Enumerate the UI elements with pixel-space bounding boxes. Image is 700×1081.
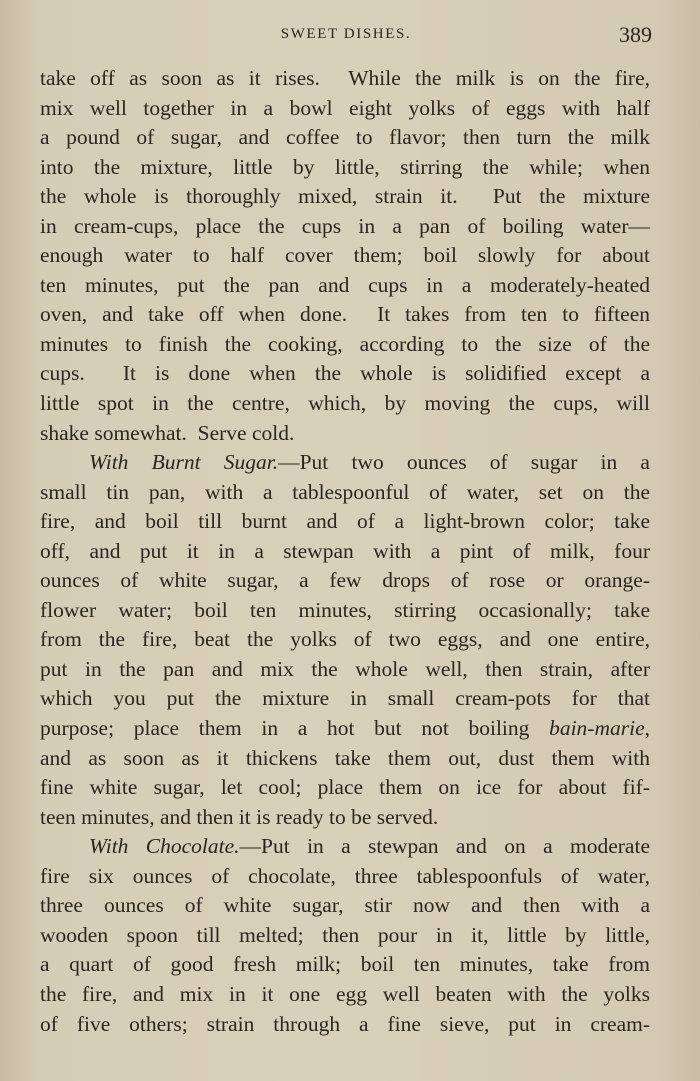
running-title: SWEET DISHES. — [280, 26, 412, 42]
text-line: fire, and boil till burnt and of a light-brown color; take — [40, 509, 650, 534]
text-line: a pound of sugar, and coffee to flavor; then turn the milk — [40, 125, 650, 150]
text-line: take off as soon as it rises. While the milk is on the fire, — [40, 66, 650, 90]
text-line: ounces of white sugar, a few drops of rose or orange- — [40, 568, 650, 593]
text-line: With Burnt Sugar.—Put two ounces of sugar in a — [89, 450, 650, 475]
body-text — [40, 64, 650, 1039]
text-line: the fire, and mix in it one egg well beaten with the yolks — [40, 981, 650, 1006]
text-line: put in the pan and mix the whole well, then strain, after — [40, 656, 650, 681]
text-line: off, and put it in a stewpan with a pint of milk, four — [40, 538, 650, 563]
text-line: teen minutes, and then it is ready to be served. — [40, 804, 439, 829]
text-line: With Chocolate.—Put in a stewpan and on a moderate — [89, 834, 650, 859]
text-line: ten minutes, put the pan and cups in a moderately-heated — [40, 272, 650, 297]
text-line: a quart of good fresh milk; boil ten minutes, take from — [40, 952, 650, 977]
text-line: the whole is thoroughly mixed, strain it. Put the mixture — [40, 184, 650, 209]
text-line: purpose; place them in a hot but not boiling bain-marie, — [40, 716, 650, 741]
text-line: minutes to finish the cooking, according to the size of the — [40, 331, 650, 356]
italic-term: bain-marie — [549, 716, 645, 741]
text-line: and as soon as it thickens take them out, dust them with — [40, 745, 650, 770]
subheading-chocolate: With Chocolate. — [89, 834, 240, 859]
text-line: flower water; boil ten minutes, stirring occasionally; take — [40, 597, 650, 622]
text-line: wooden spoon till melted; then pour in it, little by little, — [40, 922, 650, 947]
text-line: which you put the mixture in small cream-pots for that — [40, 686, 650, 711]
text-line: shake somewhat. Serve cold. — [40, 420, 295, 445]
running-head — [40, 22, 652, 52]
text-line: from the fire, beat the yolks of two eggs, and one entire, — [40, 627, 650, 652]
text-line: cups. It is done when the whole is solidified except a — [40, 361, 650, 386]
text-line: fine white sugar, let cool; place them on ice for about fif- — [40, 775, 650, 800]
text-line: mix well together in a bowl eight yolks of eggs with half — [40, 95, 650, 120]
subheading-burnt-sugar: With Burnt Sugar. — [89, 450, 279, 475]
text-line: of five others; strain through a fine sieve, put in cream- — [40, 1011, 650, 1036]
page-number: 389 — [619, 22, 652, 47]
text-line: little spot in the centre, which, by moving the cups, will — [40, 391, 650, 416]
text-line: in cream-cups, place the cups in a pan of boiling water— — [40, 213, 650, 238]
text-line: into the mixture, little by little, stirring the while; when — [40, 154, 650, 179]
text-line: fire six ounces of chocolate, three tablespoonfuls of water, — [40, 863, 650, 888]
text-line: three ounces of white sugar, stir now and then with a — [40, 893, 650, 918]
text-line: oven, and take off when done. It takes from ten to fifteen — [40, 302, 650, 327]
text-line: enough water to half cover them; boil slowly for about — [40, 243, 650, 268]
text-line: small tin pan, with a tablespoonful of water, set on the — [40, 479, 650, 504]
